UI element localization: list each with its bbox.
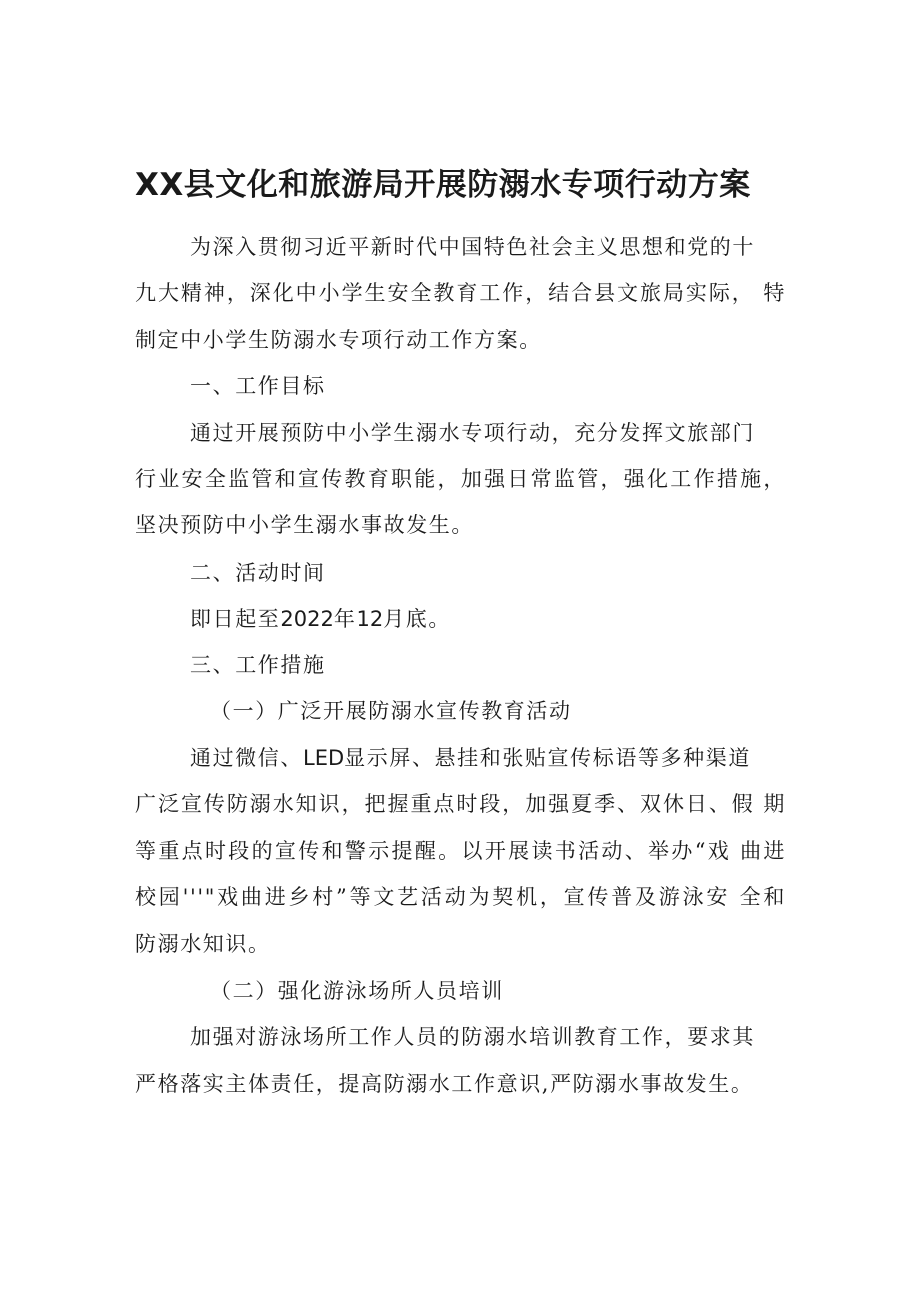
intro-line-1: 为深入贯彻习近平新时代中国特色社会主义思想和党的十 — [190, 235, 755, 259]
section3-sub1-line-4: 校园'''"戏曲进乡村”等文艺活动为契机，宣传普及游泳安 全和 — [135, 885, 786, 909]
section3-sub2-line-2: 严格落实主体责任，提高防溺水工作意识,严防溺水事故发生。 — [135, 1072, 754, 1096]
section2-year-suffix: 年 — [333, 607, 357, 631]
section3-sub2-heading: （二）强化游泳场所人员培训 — [210, 979, 504, 1003]
sub1-line1-led: LED — [303, 746, 345, 770]
section2-month-suffix: 月底。 — [383, 607, 452, 631]
sub1-line1-prefix: 通过微信、 — [190, 746, 303, 770]
section3-sub1-heading: （一）广泛开展防溺水宣传教育活动 — [210, 699, 572, 723]
section1-heading: 一、工作目标 — [190, 374, 326, 398]
section2-body-prefix: 即日起至 — [190, 607, 281, 631]
section3-sub2-line-1: 加强对游泳场所工作人员的防溺水培训教育工作，要求其 — [190, 1025, 755, 1049]
section2-year: 2022 — [280, 607, 334, 631]
section2-body — [190, 599, 451, 639]
section1-line-2: 行业安全监管和宣传教育职能，加强日常监管，强化工作措施， — [135, 467, 786, 491]
intro-line-3: 制定中小学生防溺水专项行动工作方案。 — [135, 328, 542, 352]
section3-sub1-line-5: 防溺水知识。 — [135, 932, 271, 956]
section1-line-1: 通过开展预防中小学生溺水专项行动，充分发挥文旅部门 — [190, 421, 755, 445]
section3-sub1-line-3: 等重点时段的宣传和警示提醒。以开展读书活动、举办“戏 曲进 — [135, 839, 786, 863]
section3-sub1-line-1 — [190, 738, 751, 778]
intro-line-2: 九大精神，深化中小学生安全教育工作，结合县文旅局实际， 特 — [135, 281, 786, 305]
sub1-line1-suffix: 显示屏、悬挂和张贴宣传标语等多种渠道 — [344, 746, 751, 770]
section2-month: 12 — [356, 607, 384, 631]
section3-heading: 三、工作措施 — [190, 653, 326, 677]
section1-line-3: 坚决预防中小学生溺水事故发生。 — [135, 513, 474, 537]
document-title: XX县文化和旅游局开展防溺水专项行动方案 — [135, 167, 751, 203]
section2-heading: 二、活动时间 — [190, 561, 326, 585]
section3-sub1-line-2: 广泛宣传防溺水知识，把握重点时段，加强夏季、双休日、假 期 — [135, 792, 786, 816]
